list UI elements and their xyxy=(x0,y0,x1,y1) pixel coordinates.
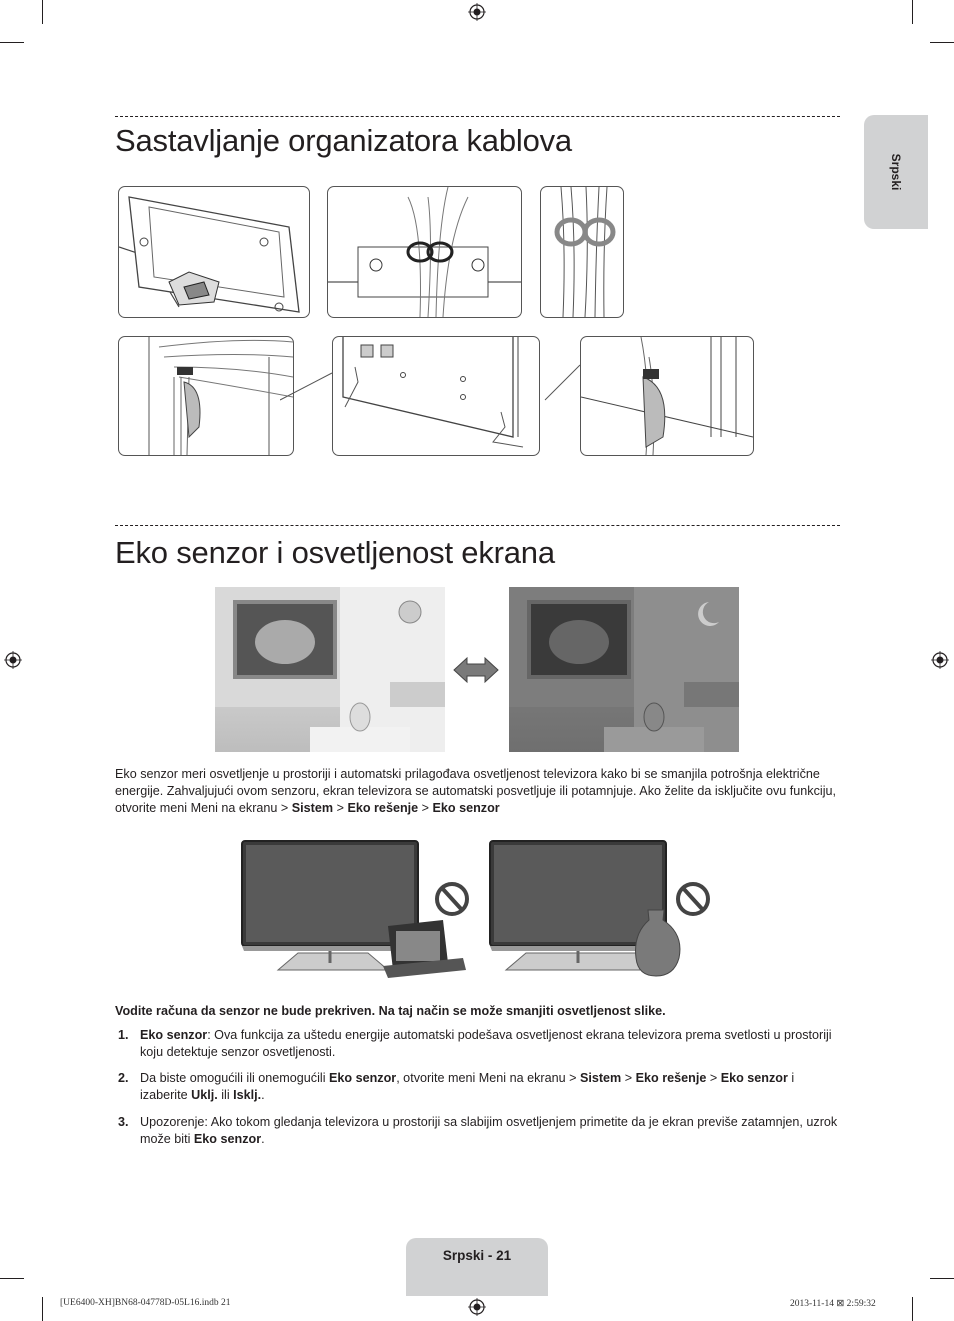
section-title-cable-organizer: Sastavljanje organizatora kablova xyxy=(115,123,572,158)
section-divider xyxy=(115,525,840,526)
crop-mark xyxy=(42,0,43,24)
page-number-tab xyxy=(406,1238,548,1296)
double-arrow-icon xyxy=(452,655,500,685)
illustration-stand-clip-side xyxy=(580,336,754,456)
illustration-tv-blocked-by-vase xyxy=(486,838,718,980)
illustration-tv-blocked-by-frame xyxy=(238,838,478,980)
crop-mark xyxy=(912,0,913,24)
illustration-cable-holder-closeup xyxy=(540,186,624,318)
crop-mark xyxy=(0,42,24,43)
photo-bright-room xyxy=(215,587,445,752)
registration-mark-icon xyxy=(931,651,949,669)
crop-mark xyxy=(930,1278,954,1279)
menu-path-eko-senzor: Eko senzor xyxy=(432,801,500,815)
print-slug-right: 2013-11-14 ⊠ 2:59:32 xyxy=(790,1299,876,1309)
crop-mark xyxy=(930,42,954,43)
registration-mark-icon xyxy=(468,3,486,21)
section-title-eco-sensor: Eko senzor i osvetljenost ekrana xyxy=(115,535,555,570)
section-divider xyxy=(115,116,840,117)
callout-lines xyxy=(280,300,600,410)
illustration-cable-clip-side xyxy=(118,336,294,456)
eco-sensor-description: Eko senzor meri osvetljenje u prostoriji i automatski prilagođava osvetljenost televizora kako bi se smanjila potrošnja električne energije. Zahvaljujući ovom senzoru, ekran televizora se automatski posvetljuje ili potamnjuje. Ako želite da isključite ovu funkciju, otvorite meni Meni na ekranu > Sistem > Eko rešenje > Eko senzor xyxy=(115,767,837,815)
menu-path-eko-resenje: Eko rešenje xyxy=(347,801,419,815)
registration-mark-icon xyxy=(4,651,22,669)
registration-mark-icon xyxy=(468,1298,486,1316)
illustration-stand-back xyxy=(118,186,310,318)
print-slug-left: [UE6400-XH]BN68-04778D-05L16.indb 21 xyxy=(60,1298,231,1308)
sensor-warning: Vodite računa da senzor ne bude prekriven. Na taj način se može smanjiti osvetljenost slike. xyxy=(115,1004,666,1018)
page-number: Srpski - 21 xyxy=(442,1248,512,1263)
photo-dark-room xyxy=(509,587,739,752)
language-side-tab xyxy=(864,115,928,229)
crop-mark xyxy=(42,1297,43,1321)
language-side-tab-label: Srpski xyxy=(889,153,903,191)
crop-mark xyxy=(0,1278,24,1279)
illustration-cable-holder-front xyxy=(327,186,522,318)
crop-mark xyxy=(912,1297,913,1321)
menu-path-sistem: Sistem xyxy=(291,801,334,815)
